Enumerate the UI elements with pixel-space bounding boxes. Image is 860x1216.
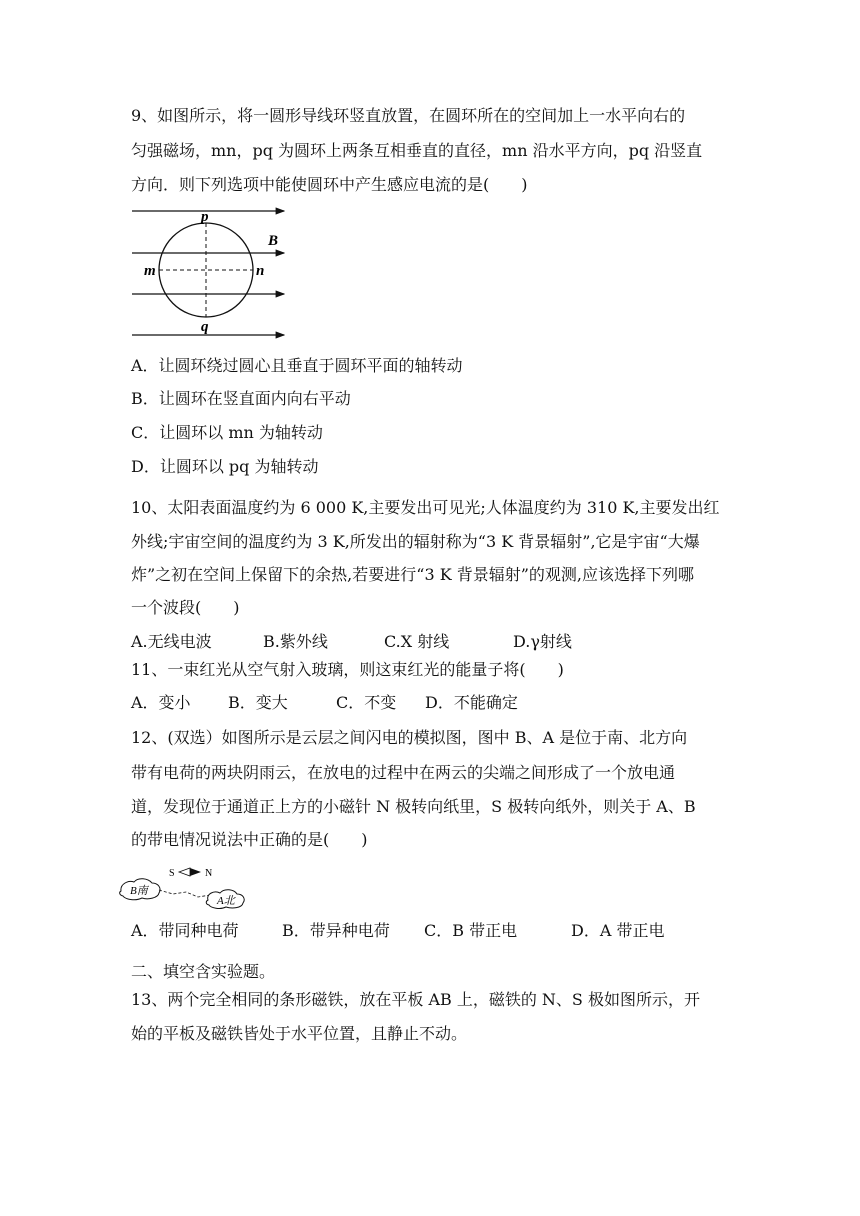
label-m: m [144,263,156,279]
q11-option-a: A．变小 [131,693,191,712]
compass-s-label: S [169,868,175,879]
q12-stem-line-4: 的带电情况说法中正确的是( ) [131,830,368,849]
cloud-b-label: B南 [130,885,148,897]
compass-needle-n [190,868,201,876]
q12-lightning-figure [118,862,268,912]
q9-stem-line-3: 方向．则下列选项中能使圆环中产生感应电流的是( ) [131,175,528,194]
q10-stem-line-1: 10、太阳表面温度约为 6 000 K,主要发出可见光;人体温度约为 310 K,主要发出红 [131,498,720,517]
q10-stem-line-3: 炸”之初在空间上保留下的余热,若要进行“3 K 背景辐射”的观测,应该选择下列哪 [131,565,695,584]
label-n: n [256,263,265,279]
q9-option-a: A．让圆环绕过圆心且垂直于圆环平面的轴转动 [131,356,463,375]
q10-option-c: C.X 射线 [384,632,450,651]
q12-option-b: B．带异种电荷 [282,921,390,940]
q12-option-a: A．带同种电荷 [131,921,239,940]
section-2-heading: 二、填空含实验题。 [131,962,276,981]
q10-option-d: D.γ射线 [513,632,572,651]
cloud-a-label: A北 [217,895,235,907]
q9-stem-line-2: 匀强磁场，mn，pq 为圆环上两条互相垂直的直径，mn 沿水平方向，pq 沿竖直 [131,141,703,160]
q10-option-b: B.紫外线 [263,632,328,651]
q10-options [131,632,572,652]
label-q: q [201,319,209,335]
q10-stem-line-2: 外线;宇宙空间的温度约为 3 K,所发出的辐射称为“3 K 背景辐射”,它是宇宙“大爆 [131,532,700,551]
q10-stem-line-4: 一个波段( ) [131,598,240,617]
q12-stem-line-3: 道，发现位于通道正上方的小磁针 N 极转向纸里，S 极转向纸外，则关于 A、B [131,797,696,816]
q9-option-c: C．让圆环以 mn 为轴转动 [131,423,323,442]
q13-stem-line-2: 始的平板及磁铁皆处于水平位置，且静止不动。 [131,1024,468,1043]
q11-option-c: C．不变 [336,693,397,712]
q11-option-b: B．变大 [228,693,288,712]
q9-option-d: D．让圆环以 pq 为轴转动 [131,457,319,476]
q11-stem: 11、一束红光从空气射入玻璃，则这束红光的能量子将( ) [131,660,564,679]
label-p: p [201,209,209,225]
q12-stem-line-1: 12、(双选）如图所示是云层之间闪电的模拟图，图中 B、A 是位于南、北方向 [131,728,688,747]
q12-option-d: D．A 带正电 [571,921,665,940]
q11-option-d: D．不能确定 [425,693,518,712]
discharge-channel [159,890,210,897]
q12-option-c: C．B 带正电 [424,921,518,940]
q11-options [131,693,518,713]
q9-option-b: B．让圆环在竖直面内向右平动 [131,389,351,408]
q12-options [131,921,664,941]
compass-n-label: N [205,868,213,879]
q12-stem-line-2: 带有电荷的两块阴雨云，在放电的过程中在两云的尖端之间形成了一个放电通 [131,763,676,782]
q10-option-a: A.无线电波 [131,632,212,651]
q13-stem-line-1: 13、两个完全相同的条形磁铁，放在平板 AB 上，磁铁的 N、S 极如图所示，开 [131,990,700,1009]
label-B: B [268,233,279,249]
q9-magnetic-field-figure [128,203,293,343]
compass-needle-s [179,868,190,876]
q9-stem-line-1: 9、如图所示，将一圆形导线环竖直放置，在圆环所在的空间加上一水平向右的 [131,106,686,125]
